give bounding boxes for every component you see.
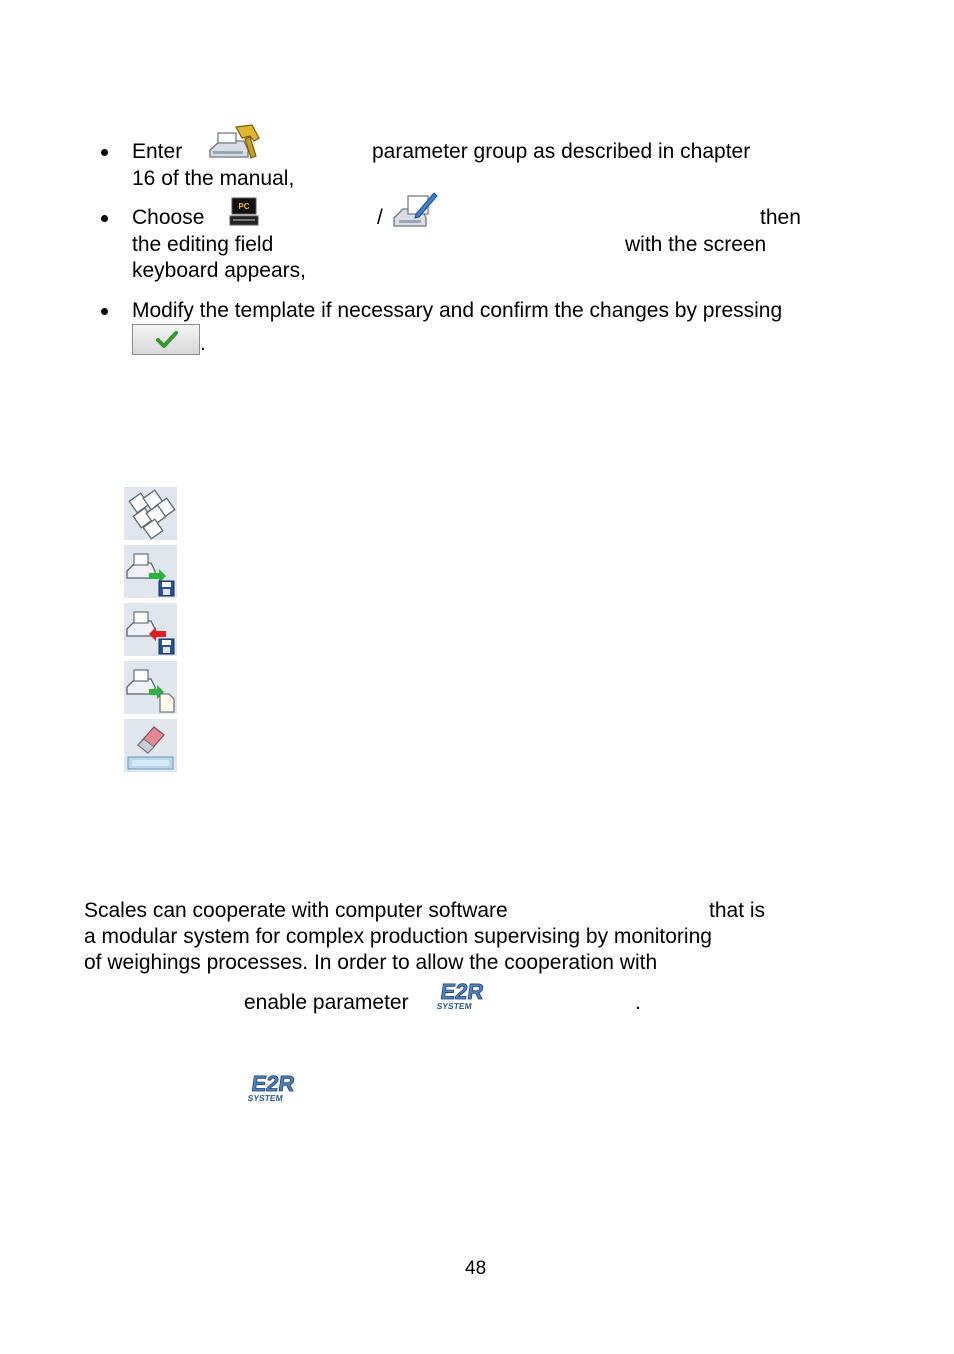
step-enter-text: parameter group as described in chapter [372, 140, 751, 163]
bullet [101, 215, 108, 222]
printer-barcode-scanner-icon [206, 124, 262, 162]
e2r-system-logo [436, 976, 488, 1012]
printer-edit-icon [392, 190, 438, 230]
step-enter-word: Enter [132, 140, 183, 163]
step-with-screen: with the screen [625, 233, 767, 256]
e2r-logo-subtext: SYSTEM [436, 1001, 473, 1011]
e2r-line3: of weighings processes. In order to allow the cooperation with [84, 951, 658, 974]
printer-save-icon[interactable] [124, 545, 177, 598]
step-enter-line2: 16 of the manual, [132, 167, 295, 190]
step-modify-period: . [200, 332, 206, 355]
pc-computer-icon [229, 197, 259, 227]
confirm-button[interactable] [132, 324, 200, 355]
svg-text:PC: PC [238, 202, 250, 211]
step-choose-word: Choose [132, 206, 205, 229]
printer-load-icon[interactable] [124, 603, 177, 656]
e2r-line4-end: . [635, 991, 641, 1014]
step-choose-then: then [760, 206, 801, 229]
step-keyboard-appears: keyboard appears, [132, 259, 306, 282]
page-number: 48 [465, 1258, 487, 1279]
step-modify-text: Modify the template if necessary and confirm the changes by pressing [132, 299, 783, 322]
eraser-display-icon[interactable] [124, 719, 177, 772]
step-editing-field: the editing field [132, 233, 274, 256]
e2r-logo-text: E2R [250, 1071, 297, 1096]
e2r-line1-end: that is [709, 899, 766, 922]
e2r-enable-parameter: enable parameter [244, 991, 409, 1014]
bullet [101, 308, 108, 315]
green-checkmark-icon [133, 325, 199, 354]
e2r-system-logo [247, 1068, 299, 1104]
e2r-line1: Scales can cooperate with computer software [84, 899, 508, 922]
keys-icon[interactable] [124, 487, 177, 540]
printer-new-document-icon[interactable] [124, 661, 177, 714]
bullet [101, 149, 108, 156]
e2r-logo-text: E2R [439, 979, 486, 1004]
step-choose-slash: / [377, 206, 383, 229]
e2r-line2: a modular system for complex production supervising by monitoring [84, 925, 712, 948]
e2r-logo-subtext: SYSTEM [247, 1093, 284, 1103]
